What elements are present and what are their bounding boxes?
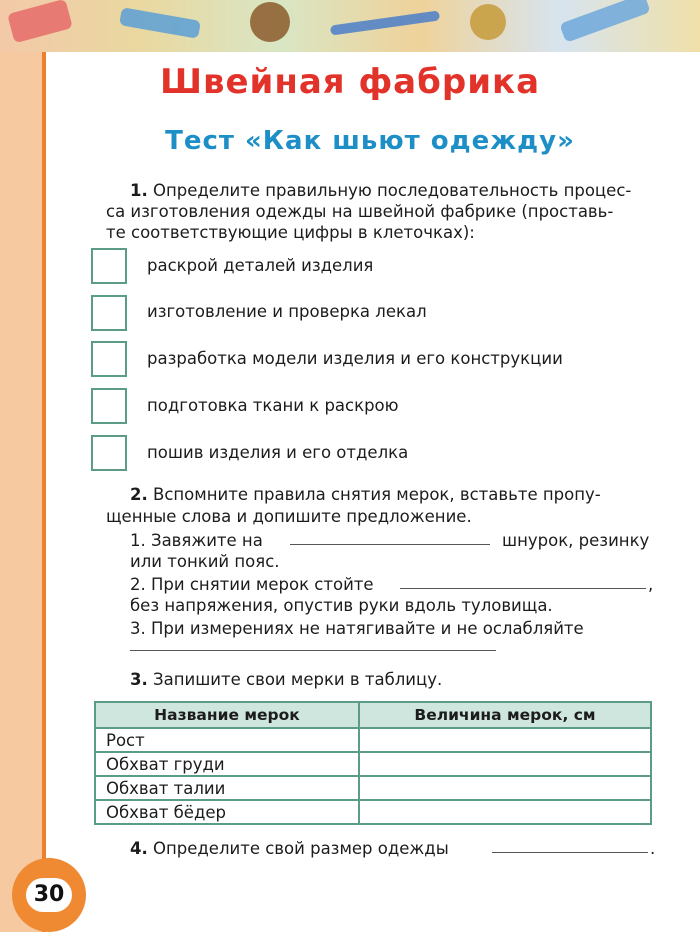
q2-item2-blank[interactable] bbox=[400, 588, 646, 589]
q2-item2-end: , bbox=[648, 575, 654, 594]
q2-item1-end: шнурок, резинку bbox=[502, 531, 650, 550]
order-box-4[interactable] bbox=[91, 388, 127, 424]
order-box-2[interactable] bbox=[91, 295, 127, 331]
option-label: разработка модели изделия и его конструкции bbox=[147, 349, 563, 368]
q2-item2-start: 2. При снятии мерок стойте bbox=[130, 575, 374, 594]
q1-text-line: Определите правильную последовательность процес- bbox=[153, 181, 632, 200]
measurements-table bbox=[94, 701, 652, 825]
column-header-value: Величина мерок, см bbox=[359, 702, 651, 728]
q2-text-line: Вспомните правила снятия мерок, вставьте пропу- bbox=[153, 485, 601, 504]
table-row bbox=[95, 752, 651, 776]
option-label: подготовка ткани к раскрою bbox=[147, 396, 399, 415]
page-number: 30 bbox=[26, 878, 72, 912]
q2-item1-line2: или тонкий пояс. bbox=[130, 552, 280, 571]
q3-line bbox=[130, 669, 442, 690]
q1-line-3: те соответствующие цифры в клеточках): bbox=[106, 223, 475, 242]
measure-value-cell[interactable] bbox=[359, 800, 651, 824]
table-row bbox=[95, 776, 651, 800]
q3-number: 3. bbox=[130, 670, 148, 689]
measure-value-cell[interactable] bbox=[359, 752, 651, 776]
table-header-row bbox=[95, 702, 651, 728]
decorative-header-band bbox=[0, 0, 700, 52]
q4-number: 4. bbox=[130, 839, 148, 858]
option-label: раскрой деталей изделия bbox=[147, 256, 374, 275]
left-margin-strip bbox=[0, 52, 42, 932]
table-row bbox=[95, 728, 651, 752]
q2-item1-blank[interactable] bbox=[290, 544, 490, 545]
measure-name-cell: Обхват бёдер bbox=[95, 800, 359, 824]
q4-end: . bbox=[650, 839, 656, 858]
measure-name-cell: Рост bbox=[95, 728, 359, 752]
q4-blank[interactable] bbox=[492, 852, 648, 853]
measure-value-cell[interactable] bbox=[359, 776, 651, 800]
q1-number: 1. bbox=[130, 181, 148, 200]
table-row bbox=[95, 800, 651, 824]
q4-text: Определите свой размер одежды bbox=[153, 839, 449, 858]
q1-line-2: са изготовления одежды на швейной фабрике (проставь- bbox=[106, 202, 614, 221]
page-number-badge bbox=[12, 858, 86, 932]
q2-item3-blank[interactable] bbox=[130, 650, 496, 651]
page-title: Швейная фабрика bbox=[159, 62, 541, 102]
measure-value-cell[interactable] bbox=[359, 728, 651, 752]
q2-line-1 bbox=[130, 484, 601, 505]
order-box-3[interactable] bbox=[91, 341, 127, 377]
q3-text: Запишите свои мерки в таблицу. bbox=[153, 670, 443, 689]
q2-item1-start: 1. Завяжите на bbox=[130, 531, 263, 550]
q2-item2-line2: без напряжения, опустив руки вдоль туловища. bbox=[130, 596, 553, 615]
column-header-name: Название мерок bbox=[95, 702, 359, 728]
q4-line bbox=[130, 838, 449, 859]
option-label: пошив изделия и его отделка bbox=[147, 443, 409, 462]
q2-number: 2. bbox=[130, 485, 148, 504]
page-subtitle: Тест «Как шьют одежду» bbox=[165, 126, 575, 156]
q2-line-2: щенные слова и допишите предложение. bbox=[106, 507, 472, 526]
measure-name-cell: Обхват талии bbox=[95, 776, 359, 800]
option-label: изготовление и проверка лекал bbox=[147, 302, 427, 321]
measure-name-cell: Обхват груди bbox=[95, 752, 359, 776]
order-box-5[interactable] bbox=[91, 435, 127, 471]
q1-line-1 bbox=[130, 180, 631, 201]
left-margin-line bbox=[42, 52, 46, 932]
order-box-1[interactable] bbox=[91, 248, 127, 284]
q2-item3: 3. При измерениях не натягивайте и не ослабляйте bbox=[130, 619, 584, 638]
